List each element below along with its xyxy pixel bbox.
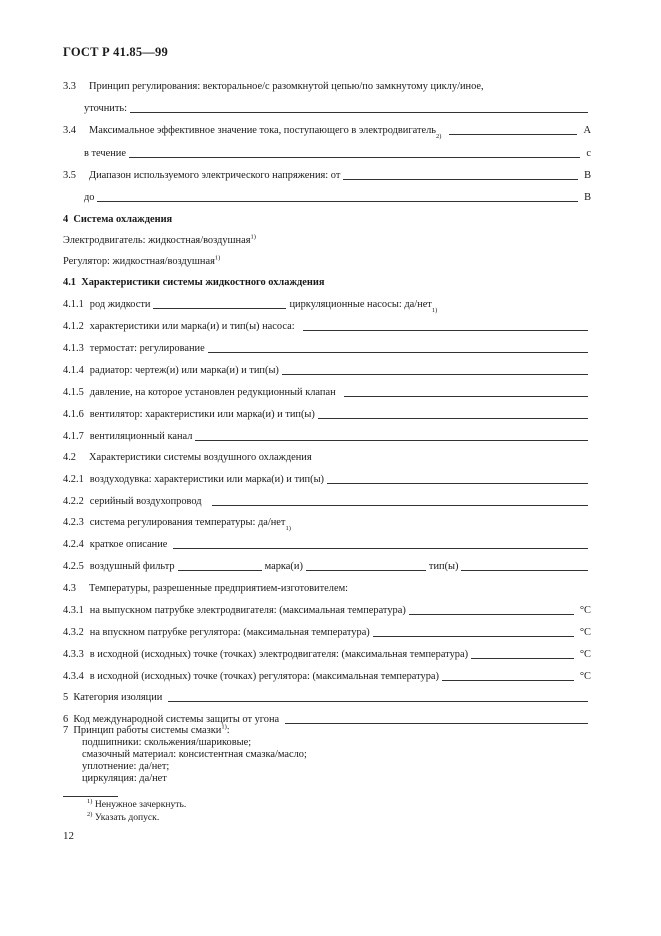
fill-line bbox=[442, 671, 574, 681]
unit: В bbox=[584, 192, 591, 203]
section-title: Характеристики системы жидкостного охлаждения bbox=[81, 277, 325, 288]
document-header: ГОСТ Р 41.85—99 bbox=[63, 45, 168, 59]
unit: °С bbox=[579, 605, 591, 616]
item-3-5 bbox=[63, 169, 591, 182]
item-number: 3.5 bbox=[63, 170, 76, 181]
item-number: 4.3.2 bbox=[63, 627, 84, 638]
section-number: 4 bbox=[63, 214, 69, 225]
fill-line bbox=[449, 125, 577, 135]
fill-line bbox=[409, 605, 574, 615]
fill-line bbox=[285, 714, 588, 724]
item-number: 5 bbox=[63, 692, 69, 703]
item-text: Принцип работы системы смазки bbox=[73, 725, 222, 736]
item-number: 4.1.3 bbox=[63, 343, 84, 354]
unit: А bbox=[583, 125, 591, 136]
section-4-2-heading bbox=[63, 451, 591, 464]
item-number: 4.1.2 bbox=[63, 321, 84, 332]
item-4-2-5 bbox=[63, 560, 591, 573]
item-4-3-2 bbox=[63, 626, 591, 639]
item-number: 4.2.2 bbox=[63, 496, 84, 507]
lubrication-seal: уплотнение: да/нет; bbox=[82, 761, 170, 772]
item-number: 7 bbox=[63, 725, 69, 736]
fill-line bbox=[212, 496, 588, 506]
fill-line bbox=[344, 387, 588, 397]
fill-line bbox=[129, 148, 580, 158]
item-text: на впускном патрубке регулятора: (максимальная температура) bbox=[89, 627, 370, 638]
fill-line bbox=[173, 539, 588, 549]
motor-cooling-line bbox=[63, 234, 256, 247]
item-number: 4.2.1 bbox=[63, 474, 84, 485]
item-4-2-3: 4.2.3 система регулирования температуры: да/нет 1) bbox=[63, 517, 291, 532]
item-number: 4.3.1 bbox=[63, 605, 84, 616]
item-number: 6 bbox=[63, 714, 69, 725]
item-number: 4.2.5 bbox=[63, 561, 84, 572]
fill-line bbox=[97, 192, 578, 202]
item-number: 4.1.4 bbox=[63, 365, 84, 376]
item-text: воздуходувка: характеристики или марка(и) и тип(ы) bbox=[89, 474, 325, 485]
item-number: 4.1.5 bbox=[63, 387, 84, 398]
item-text: Код международной системы защиты от угона bbox=[73, 714, 280, 725]
item-text: Диапазон используемого электрического напряжения: от bbox=[89, 170, 341, 181]
lubrication-circulation: циркуляция: да/нет bbox=[82, 773, 167, 784]
item-4-2-2 bbox=[63, 495, 591, 508]
section-title: Характеристики системы воздушного охлаждения bbox=[89, 452, 312, 463]
line-text: Электродвигатель: жидкостная/воздушная bbox=[63, 235, 251, 246]
lubrication-bearings: подшипники: скольжения/шариковые; bbox=[82, 737, 252, 748]
item-text: до bbox=[84, 192, 95, 203]
item-3-3 bbox=[63, 80, 591, 93]
item-4-1-3 bbox=[63, 342, 591, 355]
item-number: 4.3.3 bbox=[63, 649, 84, 660]
section-number: 4.2 bbox=[63, 452, 76, 463]
fill-line bbox=[153, 299, 286, 309]
item-text: радиатор: чертеж(и) или марка(и) и тип(ы) bbox=[89, 365, 279, 376]
item-text: Максимальное эффективное значение тока, поступающего в электродвигатель bbox=[89, 125, 437, 136]
section-4-1-heading bbox=[63, 276, 591, 289]
item-text: характеристики или марка(и) и тип(ы) насоса: bbox=[89, 321, 295, 332]
item-4-2-4 bbox=[63, 538, 591, 551]
item-text: в исходной (исходных) точке (точках) электродвигателя: (максимальная температура) bbox=[89, 649, 469, 660]
item-text: в течение bbox=[84, 148, 126, 159]
footnote-mark: 1) bbox=[87, 797, 93, 805]
footnote-mark: 1) bbox=[214, 254, 221, 262]
item-3-4: 3.4 Максимальное эффективное значение тока, поступающего в электродвигатель 2) А bbox=[63, 125, 591, 140]
item-text: Принцип регулирования: векторальное/с разомкнутой цепью/по замкнутому циклу/иное, bbox=[89, 81, 484, 92]
fill-line bbox=[208, 343, 588, 353]
item-text: циркуляционные насосы: да/нет bbox=[289, 299, 432, 310]
footnote-text: Ненужное зачеркнуть. bbox=[94, 799, 187, 810]
fill-line bbox=[168, 692, 588, 702]
item-text: система регулирования температуры: да/нет bbox=[89, 517, 286, 528]
page-number: 12 bbox=[63, 830, 74, 842]
item-text: краткое описание bbox=[89, 539, 168, 550]
item-text: в исходной (исходных) точке (точках) регулятора: (максимальная температура) bbox=[89, 671, 440, 682]
item-number: 4.1.6 bbox=[63, 409, 84, 420]
item-3-5-to bbox=[84, 191, 591, 204]
fill-line bbox=[373, 627, 574, 637]
item-text: термостат: регулирование bbox=[89, 343, 205, 354]
section-number: 4.3 bbox=[63, 583, 76, 594]
unit: °С bbox=[579, 627, 591, 638]
item-number: 4.2.3 bbox=[63, 517, 84, 528]
footnote-1 bbox=[87, 799, 186, 811]
item-number: 4.1.1 bbox=[63, 299, 84, 310]
item-text: марка(и) bbox=[264, 561, 303, 572]
item-number: 3.4 bbox=[63, 125, 76, 136]
item-text: на выпускном патрубке электродвигателя: (максимальная температура) bbox=[89, 605, 406, 616]
footnote-mark: 1) bbox=[221, 723, 227, 731]
fill-line bbox=[130, 103, 588, 113]
unit: с bbox=[586, 148, 591, 159]
item-4-2-1 bbox=[63, 473, 591, 486]
section-4-3-heading bbox=[63, 582, 591, 595]
footnote-mark: 1) bbox=[250, 233, 256, 241]
fill-line bbox=[195, 431, 588, 441]
fill-line bbox=[318, 409, 588, 419]
item-number: 4.1.7 bbox=[63, 431, 84, 442]
item-colon: : bbox=[226, 725, 230, 736]
item-4-1-5 bbox=[63, 386, 591, 399]
fill-line bbox=[178, 561, 262, 571]
section-title: Температуры, разрешенные предприятием-изготовителем: bbox=[89, 583, 349, 594]
item-4-1-6 bbox=[63, 408, 591, 421]
item-3-4-duration bbox=[84, 147, 591, 160]
fill-line bbox=[343, 170, 578, 180]
item-3-3-specify bbox=[84, 102, 591, 115]
item-text: воздушный фильтр bbox=[89, 561, 175, 572]
section-number: 4.1 bbox=[63, 277, 76, 288]
unit: В bbox=[584, 170, 591, 181]
item-4-1-4 bbox=[63, 364, 591, 377]
fill-line bbox=[461, 561, 588, 571]
footnote-mark: 2) bbox=[87, 810, 93, 818]
item-4-1-2 bbox=[63, 320, 591, 333]
unit: °С bbox=[579, 671, 591, 682]
item-text: Категория изоляции bbox=[73, 692, 163, 703]
lubrication-material: смазочный материал: консистентная смазка/масло; bbox=[82, 749, 307, 760]
footnote-2 bbox=[87, 812, 159, 824]
item-5 bbox=[63, 691, 591, 704]
fill-line bbox=[282, 365, 588, 375]
item-number: 4.3.4 bbox=[63, 671, 84, 682]
item-4-1-1: 4.1.1 род жидкости циркуляционные насосы: да/нет 1) bbox=[63, 299, 438, 314]
section-4-heading bbox=[63, 213, 591, 226]
line-text: Регулятор: жидкостная/воздушная bbox=[63, 256, 215, 267]
item-text: вентилятор: характеристики или марка(и) и тип(ы) bbox=[89, 409, 315, 420]
item-4-1-7 bbox=[63, 430, 591, 443]
item-text: тип(ы) bbox=[428, 561, 459, 572]
item-number: 4.2.4 bbox=[63, 539, 84, 550]
item-text: вентиляционный канал bbox=[89, 431, 193, 442]
fill-line bbox=[327, 474, 588, 484]
item-4-3-3 bbox=[63, 648, 591, 661]
footnote-text: Указать допуск. bbox=[94, 812, 160, 823]
item-text: серийный воздухопровод bbox=[89, 496, 202, 507]
fill-line bbox=[303, 321, 588, 331]
item-text: уточнить: bbox=[84, 103, 128, 114]
item-number: 3.3 bbox=[63, 81, 76, 92]
item-4-3-1 bbox=[63, 604, 591, 617]
item-text: род жидкости bbox=[89, 299, 151, 310]
unit: °С bbox=[579, 649, 591, 660]
item-text: давление, на которое установлен редукционный клапан bbox=[89, 387, 336, 398]
fill-line bbox=[306, 561, 426, 571]
fill-line bbox=[471, 649, 574, 659]
item-4-3-4 bbox=[63, 670, 591, 683]
section-title: Система охлаждения bbox=[73, 214, 173, 225]
regulator-cooling-line bbox=[63, 255, 220, 268]
item-7 bbox=[63, 724, 230, 737]
